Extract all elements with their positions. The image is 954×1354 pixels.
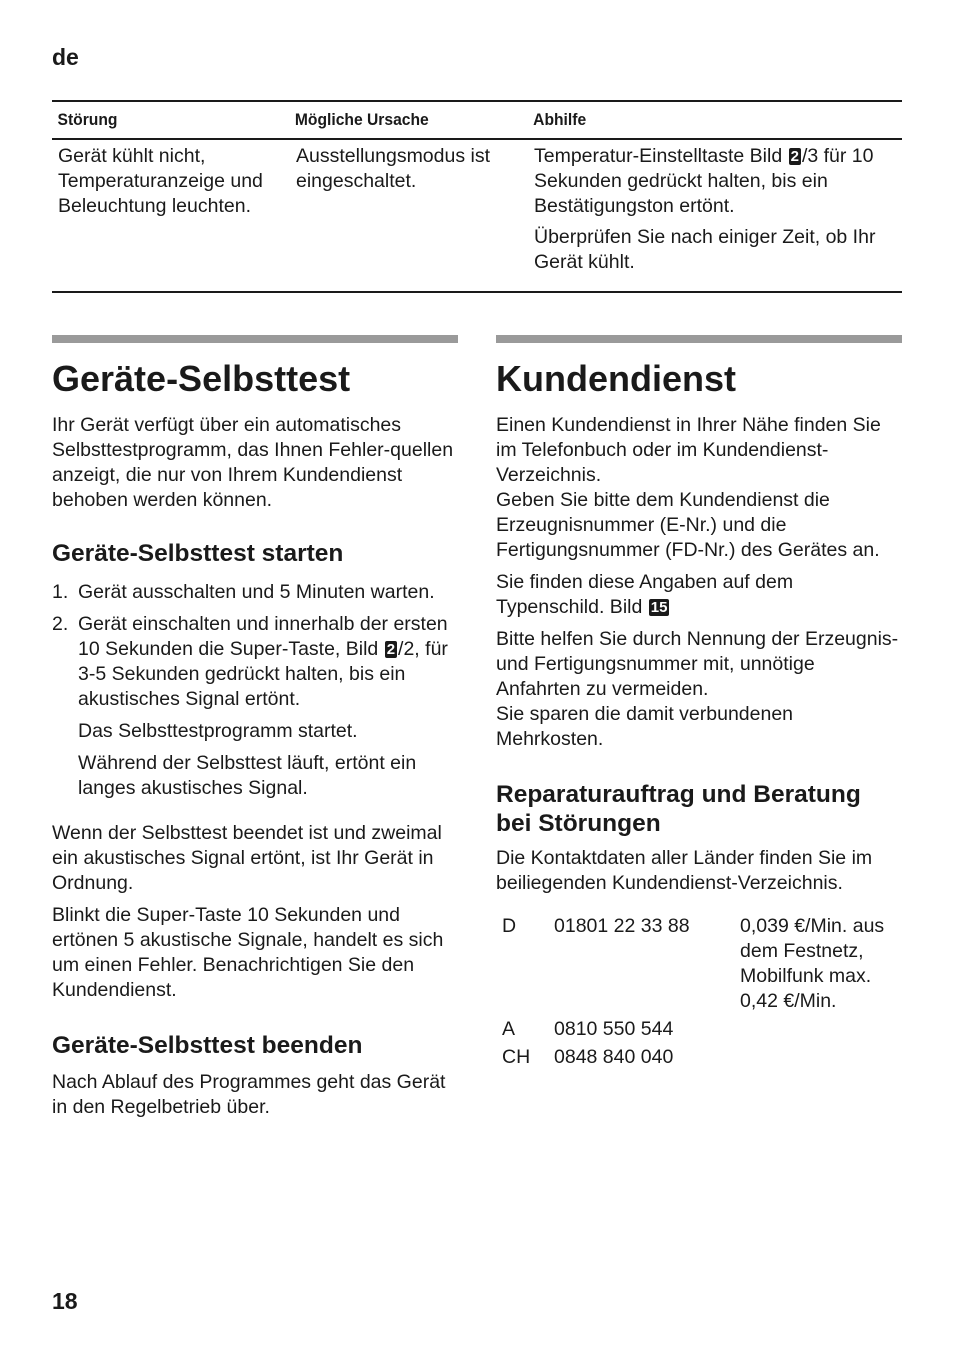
price-info: [740, 1017, 902, 1042]
selftest-end-title: Geräte-Selbsttest beenden: [52, 1032, 363, 1059]
problem-cell: Gerät kühlt nicht, Temperaturanzeige und Beleuchtung leuchten.: [58, 144, 263, 217]
figure-badge: 2: [386, 641, 396, 658]
service-p2: Geben Sie bitte dem Kundendienst die Erzeugnisnummer (E-Nr.) und die Fertigungsnummer (FD-Nr.) des Gerätes an.: [496, 489, 880, 561]
service-section: [496, 335, 902, 1073]
table-bottom-rule: [52, 291, 902, 293]
selftest-intro: Ihr Gerät verfügt über ein automatisches Selbsttestprogramm, das Ihnen Fehler-quellen anzeigt, die nur von Ihrem Kundendienst behoben werden können.: [52, 414, 454, 511]
table-row: [496, 1017, 902, 1042]
remedy-step-2: Überprüfen Sie nach einiger Zeit, ob Ihr Gerät kühlt.: [534, 225, 876, 273]
table-row: [52, 140, 902, 291]
price-info: [740, 1045, 902, 1070]
table-header-row: [52, 102, 902, 138]
table-row: [496, 1045, 902, 1070]
service-body: [496, 413, 902, 752]
selftest-steps: [52, 580, 458, 801]
selftest-title: Geräte-Selbsttest: [52, 358, 351, 399]
step-note: Während der Selbsttest läuft, ertönt ein langes akustisches Signal.: [78, 752, 417, 799]
country-code: D: [502, 915, 517, 937]
phone-number: 01801 22 33 88: [554, 915, 690, 937]
header-stoerung: Störung: [57, 110, 118, 129]
service-title: Kundendienst: [496, 358, 736, 399]
remedy-step-1: Temperatur-Einstelltaste Bild 2 /3 für 10 Sekunden gedrückt halten, bis ein Bestätigungston ertönt.: [534, 144, 874, 217]
figure-badge: 2: [790, 147, 799, 165]
list-item: [52, 580, 458, 605]
step-number: 2.: [52, 613, 69, 635]
country-code: CH: [502, 1046, 531, 1068]
service-p4: Bitte helfen Sie durch Nennung der Erzeugnis- und Fertigungsnummer mit, unnötige Anfahrten zu vermeiden.: [496, 628, 899, 700]
step-note: Das Selbsttestprogramm startet.: [78, 720, 358, 742]
step-text: Gerät einschalten und innerhalb der ersten 10 Sekunden die Super-Taste, Bild 2 /2, für 3-5 Sekunden gedrückt halten, bis ein akustisches Signal ertönt.: [78, 613, 448, 710]
phone-number: 0810 550 544: [554, 1018, 674, 1040]
cause-cell: Ausstellungsmodus ist eingeschaltet.: [296, 144, 491, 192]
list-item: [52, 612, 458, 801]
result-ok: Wenn der Selbsttest beendet ist und zweimal ein akustisches Signal ertönt, ist Ihr Gerät in Ordnung.: [52, 822, 442, 894]
header-ursache: Mögliche Ursache: [294, 110, 429, 129]
section-bar: [52, 335, 458, 343]
remedy-cell: [528, 144, 902, 281]
service-p5: Sie sparen die damit verbundenen Mehrkosten.: [496, 703, 794, 750]
table-row: [496, 914, 902, 1014]
price-info: 0,039 €/Min. aus dem Festnetz, Mobilfunk max. 0,42 €/Min.: [740, 915, 885, 1012]
section-bar: [496, 335, 902, 343]
figure-badge: 15: [650, 599, 668, 616]
selftest-end-text: Nach Ablauf des Programmes geht das Gerät in den Regelbetrieb über.: [52, 1071, 446, 1118]
language-label: de: [52, 44, 79, 70]
service-p3: Sie finden diese Angaben auf dem Typenschild. Bild 15: [496, 571, 794, 618]
contact-table: [496, 914, 902, 1070]
result-error: Blinkt die Super-Taste 10 Sekunden und ertönen 5 akustische Signale, handelt es sich um einen Fehler. Benachrichtigen Sie den Kundendienst.: [52, 904, 444, 1001]
header-abhilfe: Abhilfe: [533, 110, 587, 129]
page-number: 18: [52, 1288, 78, 1314]
selftest-section: [52, 335, 458, 1120]
step-text: Gerät ausschalten und 5 Minuten warten.: [78, 581, 435, 603]
troubleshooting-table: [52, 100, 902, 293]
country-code: A: [502, 1018, 516, 1040]
service-p1: Einen Kundendienst in Ihrer Nähe finden Sie im Telefonbuch oder im Kundendienst-Verzeichnis.: [496, 414, 881, 486]
repair-text: Die Kontaktdaten aller Länder finden Sie im beiliegenden Kundendienst-Verzeichnis.: [496, 847, 873, 894]
selftest-start-title: Geräte-Selbsttest starten: [52, 540, 344, 567]
selftest-result: [52, 821, 458, 1003]
phone-number: 0848 840 040: [554, 1046, 674, 1068]
step-number: 1.: [52, 581, 69, 603]
repair-title: Reparaturauftrag und Beratung bei Störungen: [496, 781, 861, 837]
